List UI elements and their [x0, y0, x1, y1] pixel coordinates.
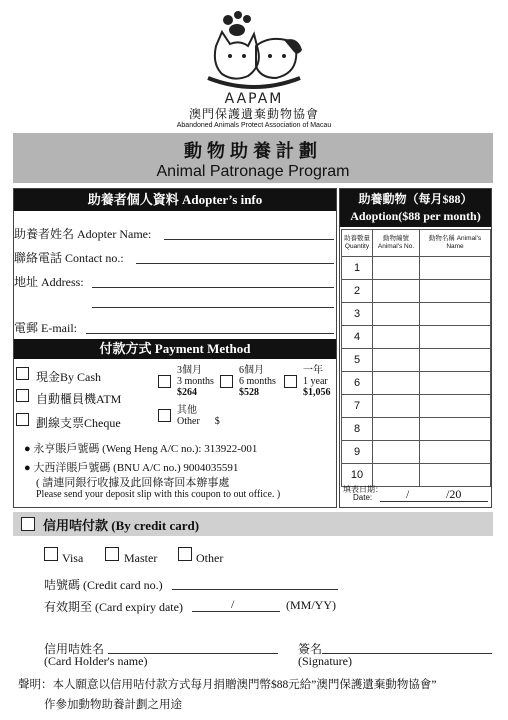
expiry-field[interactable] [192, 611, 280, 612]
atm-label: 自動櫃員機ATM [36, 392, 122, 406]
adopter-payment-section [13, 188, 337, 508]
declaration-line-1: 聲明：本人願意以信用咭付款方式每月捐贈澳門幣$88元給”澳門保護遺棄動物協會” [18, 679, 437, 691]
cheque-checkbox[interactable] [16, 413, 29, 426]
card-no-field[interactable] [172, 589, 338, 590]
plan-other-checkbox[interactable] [158, 409, 171, 422]
table-row[interactable]: 6 [342, 372, 491, 395]
bank-weng-heng: ● 永亨賬戶號碼 (Weng Heng A/C no.): 313922-001 [24, 443, 258, 455]
card-holder-label-en: (Card Holder's name) [44, 654, 148, 668]
table-row[interactable]: 10 [342, 464, 491, 487]
deposit-note-en: Please send your deposit slip with this coupon to out office. ) [36, 489, 281, 500]
table-row[interactable]: 1 [342, 257, 491, 280]
signature-label-en: (Signature) [298, 654, 352, 668]
adoption-header: 助養動物（每月$88） Adoption($88 per month) [340, 189, 491, 227]
other-card-checkbox[interactable] [178, 547, 192, 561]
table-row[interactable]: 4 [342, 326, 491, 349]
other-card-label: Other [196, 551, 224, 565]
table-row[interactable]: 3 [342, 303, 491, 326]
adoption-section [339, 188, 492, 508]
plan-other: 其他 Other $ [177, 405, 220, 427]
plan-3-months-checkbox[interactable] [158, 375, 171, 388]
credit-card-header-bar [13, 512, 493, 536]
address-label: 地址 Address: [14, 275, 84, 289]
signature-label-zh: 簽名 [298, 642, 323, 656]
adopter-name-field[interactable] [164, 239, 334, 240]
adoption-table [341, 229, 491, 487]
table-row[interactable]: 5 [342, 349, 491, 372]
address-field-1[interactable] [92, 287, 334, 288]
col-animal-no: 動物編號 Animal's No. [373, 230, 420, 257]
expiry-format: (MM/YY) [286, 598, 336, 612]
col-quantity: 助養數量 Quantity [342, 230, 373, 257]
bank-bnu: ● 大西洋賬戶號碼 (BNU A/C no.) 9004035591 [24, 462, 239, 474]
title-zh: 動物助養計劃 [184, 141, 322, 162]
plan-6-months-checkbox[interactable] [220, 375, 233, 388]
payment-header: 付款方式 Payment Method [14, 339, 336, 359]
plan-1-year: 一年 1 year $1,056 [303, 365, 331, 398]
atm-checkbox[interactable] [16, 389, 29, 402]
email-field[interactable] [86, 333, 334, 334]
plan-6-months: 6個月 6 months $528 [239, 365, 276, 398]
contact-label: 聯絡電話 Contact no.: [14, 251, 124, 265]
deposit-note-zh: ( 請連同銀行收據及此回條寄回本辦事處 [36, 477, 230, 489]
card-no-label: 咭號碼 (Credit card no.) [44, 578, 163, 592]
org-name-zh: 澳門保護遺棄動物協會 [188, 107, 319, 121]
col-animal-name: 動物名稱 Animal's Name [420, 230, 491, 257]
adopter-header: 助養者個人資料 Adopter’s info [14, 189, 336, 211]
date-slash: / [406, 487, 410, 501]
credit-card-header: 信用咭付款 (By credit card) [43, 518, 200, 533]
date-label: 填表日期： Date: [343, 485, 383, 502]
cash-checkbox[interactable] [16, 367, 29, 380]
plan-1-year-checkbox[interactable] [284, 375, 297, 388]
date-field[interactable] [380, 501, 488, 502]
title-banner [13, 133, 493, 183]
expiry-slash: / [231, 597, 235, 611]
expiry-label: 有效期至 (Card expiry date) [44, 600, 183, 614]
title-en: Animal Patronage Program [156, 163, 350, 180]
adopter-name-label: 助養者姓名 Adopter Name: [14, 227, 152, 241]
credit-card-checkbox[interactable] [21, 517, 35, 531]
address-field-2[interactable] [92, 307, 334, 308]
table-row[interactable]: 7 [342, 395, 491, 418]
svg-text:AAPAM: AAPAM [224, 91, 284, 106]
cash-label: 現金By Cash [36, 370, 102, 384]
date-year: /20 [446, 487, 462, 501]
cheque-label: 劃線支票Cheque [36, 416, 121, 430]
plan-3-months: 3個月 3 months $264 [177, 365, 214, 398]
org-name-en: Abandoned Animals Protect Association of Macau [176, 122, 332, 129]
aapam-logo-icon [198, 6, 310, 106]
table-row[interactable]: 9 [342, 441, 491, 464]
card-holder-label-zh: 信用咭姓名 [44, 642, 105, 656]
visa-label: Visa [62, 551, 84, 565]
table-row[interactable]: 2 [342, 280, 491, 303]
email-label: 電郵 E-mail: [14, 321, 77, 335]
master-label: Master [124, 551, 158, 565]
visa-checkbox[interactable] [44, 547, 58, 561]
logo-area [0, 6, 508, 128]
table-row[interactable]: 8 [342, 418, 491, 441]
master-checkbox[interactable] [105, 547, 119, 561]
contact-field[interactable] [136, 263, 334, 264]
declaration-line-2: 作參加動物助養計劃之用途 [44, 699, 182, 711]
